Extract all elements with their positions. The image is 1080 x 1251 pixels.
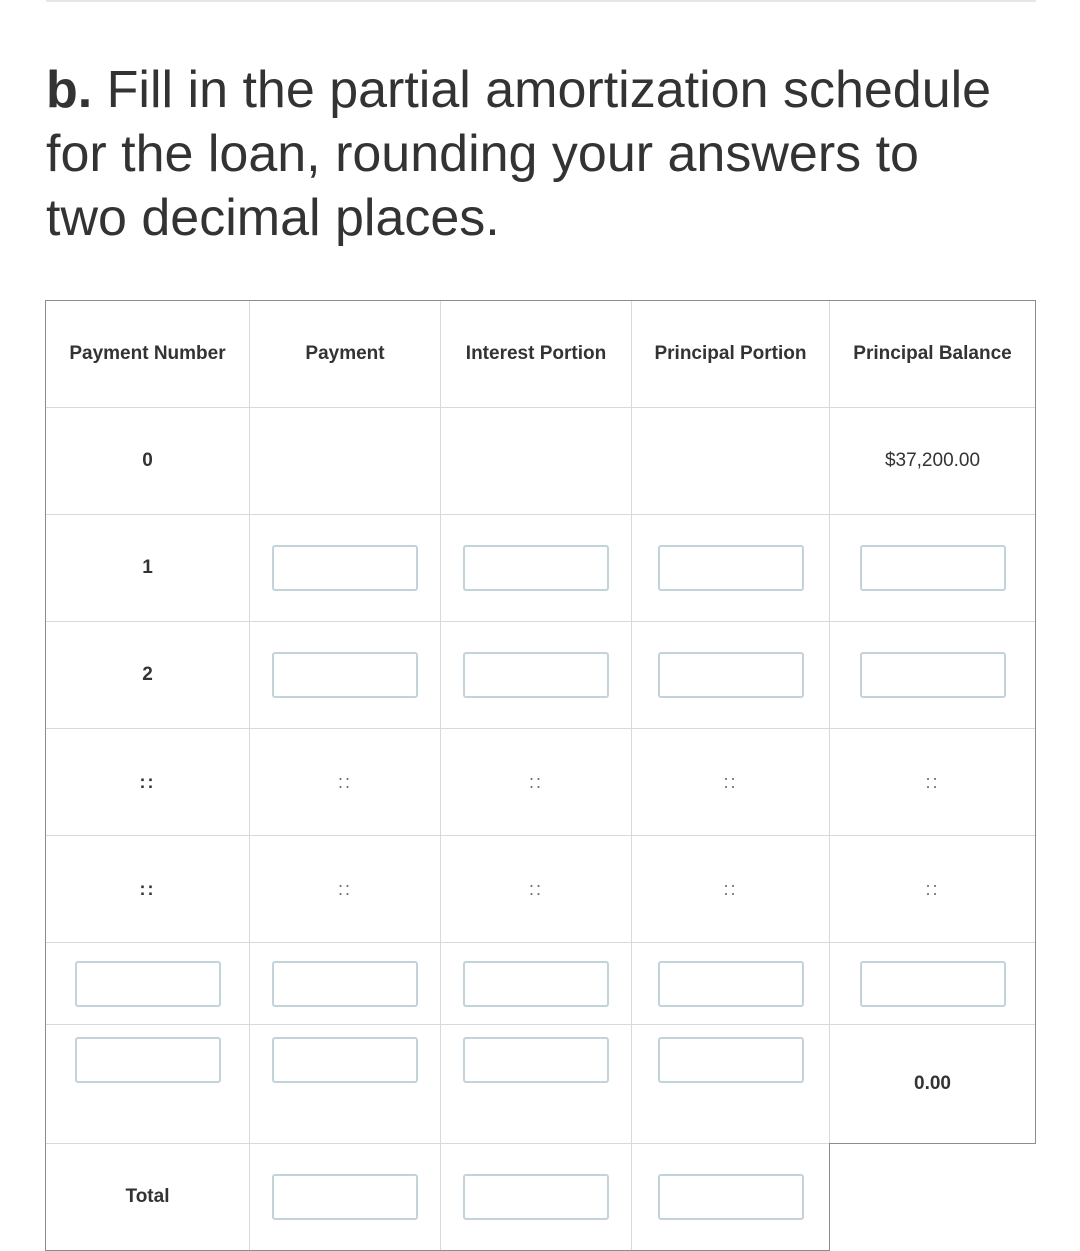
- interest-portion-last-input[interactable]: [463, 1037, 609, 1083]
- header-payment: Payment: [250, 301, 441, 408]
- payment-number-cell: [46, 943, 250, 1025]
- principal-cell: [632, 1025, 830, 1144]
- table-row-2: [46, 622, 1036, 729]
- table-row-0: [46, 408, 1036, 515]
- interest-cell: [441, 515, 632, 622]
- principal-portion-last-input[interactable]: [658, 1037, 804, 1083]
- interest-portion-penultimate-input[interactable]: [463, 961, 609, 1007]
- table-row-last: [46, 1025, 1036, 1144]
- payment-number-cell: 0: [46, 408, 250, 515]
- empty-cell: [250, 408, 441, 515]
- interest-portion-2-input[interactable]: [463, 652, 609, 698]
- principal-portion-2-input[interactable]: [658, 652, 804, 698]
- principal-portion-penultimate-input[interactable]: [658, 961, 804, 1007]
- total-label: Total: [46, 1144, 250, 1251]
- empty-corner-cell: [830, 1144, 1036, 1251]
- question-part-label: b.: [46, 61, 93, 119]
- principal-cell: [632, 1144, 830, 1251]
- interest-portion-1-input[interactable]: [463, 545, 609, 591]
- interest-cell: [441, 1025, 632, 1144]
- balance-cell: [830, 515, 1036, 622]
- ellipsis-marker: ::: [46, 836, 250, 943]
- principal-balance-cell: $37,200.00: [830, 408, 1036, 515]
- principal-portion-1-input[interactable]: [658, 545, 804, 591]
- top-divider: [46, 0, 1036, 2]
- principal-balance-1-input[interactable]: [860, 545, 1006, 591]
- payment-number-cell: [46, 1025, 250, 1144]
- ellipsis-marker: ::: [632, 836, 830, 943]
- principal-balance-2-input[interactable]: [860, 652, 1006, 698]
- question-text: [46, 58, 1006, 250]
- principal-balance-penultimate-input[interactable]: [860, 961, 1006, 1007]
- ellipsis-marker: ::: [830, 836, 1036, 943]
- ellipsis-marker: ::: [830, 729, 1036, 836]
- balance-cell: [830, 622, 1036, 729]
- payment-penultimate-input[interactable]: [272, 961, 418, 1007]
- header-payment-number: Payment Number: [46, 301, 250, 408]
- header-interest-portion: Interest Portion: [441, 301, 632, 408]
- payment-number-cell: 1: [46, 515, 250, 622]
- ellipsis-row: [46, 729, 1036, 836]
- payment-cell: [250, 1144, 441, 1251]
- interest-cell: [441, 943, 632, 1025]
- payment-2-input[interactable]: [272, 652, 418, 698]
- balance-cell: [830, 943, 1036, 1025]
- total-payment-input[interactable]: [272, 1174, 418, 1220]
- principal-cell: [632, 622, 830, 729]
- payment-cell: [250, 622, 441, 729]
- payment-number-penultimate-input[interactable]: [75, 961, 221, 1007]
- principal-balance-cell: 0.00: [830, 1025, 1036, 1144]
- total-interest-input[interactable]: [463, 1174, 609, 1220]
- question-body: Fill in the partial amortization schedule for the loan, rounding your answers to two decimal places.: [46, 61, 992, 247]
- table-row-second-to-last: [46, 943, 1036, 1025]
- header-principal-portion: Principal Portion: [632, 301, 830, 408]
- payment-cell: [250, 515, 441, 622]
- ellipsis-marker: ::: [632, 729, 830, 836]
- principal-cell: [632, 515, 830, 622]
- ellipsis-marker: ::: [46, 729, 250, 836]
- payment-cell: [250, 1025, 441, 1144]
- total-principal-input[interactable]: [658, 1174, 804, 1220]
- payment-1-input[interactable]: [272, 545, 418, 591]
- empty-cell: [441, 408, 632, 515]
- payment-last-input[interactable]: [272, 1037, 418, 1083]
- ellipsis-marker: ::: [441, 729, 632, 836]
- principal-cell: [632, 943, 830, 1025]
- header-row: [46, 301, 1036, 408]
- total-row: [46, 1144, 1036, 1251]
- interest-cell: [441, 622, 632, 729]
- payment-number-last-input[interactable]: [75, 1037, 221, 1083]
- ellipsis-marker: ::: [250, 729, 441, 836]
- interest-cell: [441, 1144, 632, 1251]
- ellipsis-row: [46, 836, 1036, 943]
- table-row-1: [46, 515, 1036, 622]
- header-principal-balance: Principal Balance: [830, 301, 1036, 408]
- payment-cell: [250, 943, 441, 1025]
- ellipsis-marker: ::: [441, 836, 632, 943]
- payment-number-cell: 2: [46, 622, 250, 729]
- empty-cell: [632, 408, 830, 515]
- ellipsis-marker: ::: [250, 836, 441, 943]
- amortization-schedule-table: [45, 300, 1036, 1251]
